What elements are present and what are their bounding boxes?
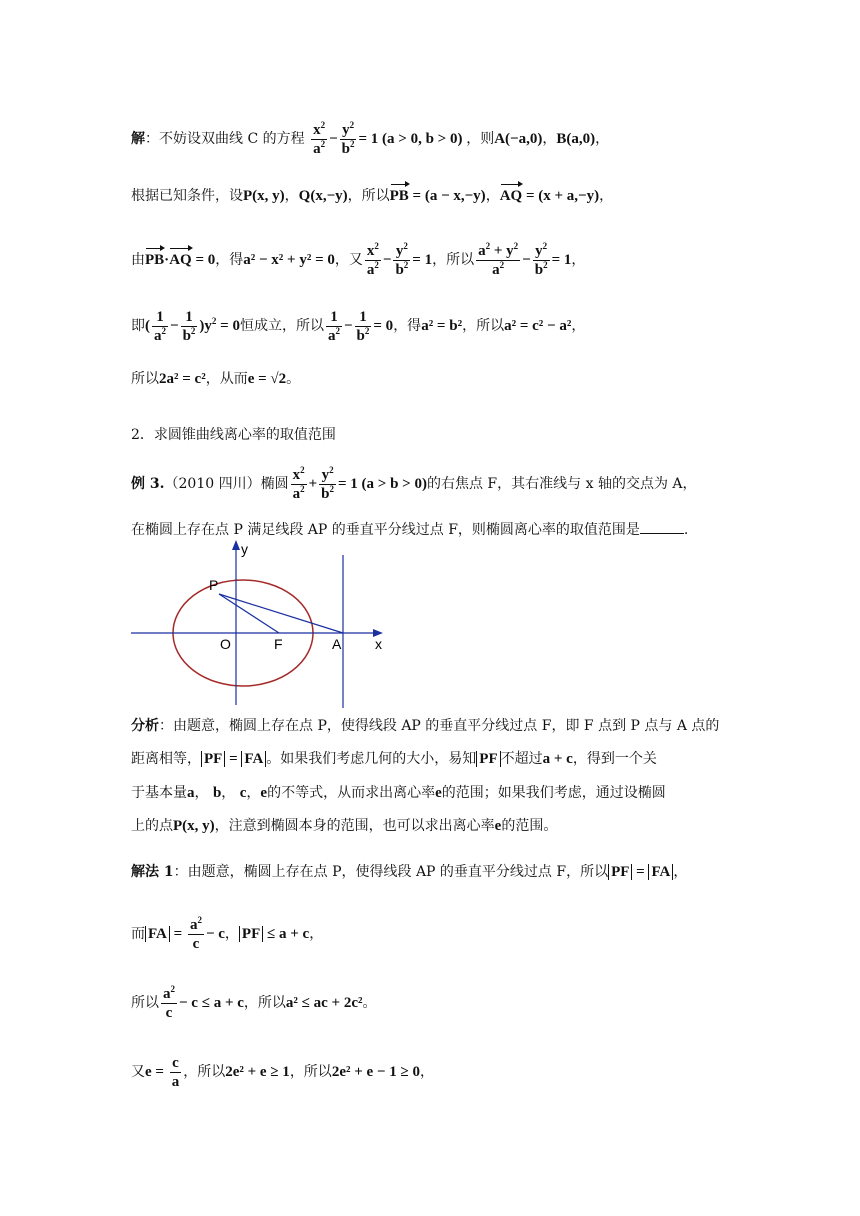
- label-a: A: [332, 636, 342, 652]
- example-3-line-2: 在椭圆上存在点 P 满足线段 AP 的垂直平分线过点 F，则椭圆离心率的取值范围是 .: [131, 522, 689, 538]
- hyperbola-equation: $\frac{x^2}{a^2}$ − $\frac{y^2}{b^2}$ = 1 (a > 0, b > 0): [313, 120, 463, 157]
- label-f: F: [274, 636, 283, 652]
- label-o: O: [220, 636, 231, 652]
- ellipse-figure: [131, 540, 391, 710]
- analysis-line-1: 分析：由题意，椭圆上存在点 P，使得线段 AP 的垂直平分线过点 F，即 F 点到 P 点与 A 点的: [131, 718, 720, 734]
- y-axis-arrow: [232, 540, 240, 550]
- solution-line-2: 根据已知条件，设P(x, y)，Q(x,−y)，所以PB = (a − x,−y)，AQ = (x + a,−y)，: [131, 188, 614, 204]
- label-p: P: [209, 577, 219, 593]
- segment-pf: [219, 594, 279, 633]
- solution-line-1: 解：不妨设双曲线 C 的方程 $\frac{x^2}{a^2}$ − $\frac{y^2}{b^2}$ = 1 (a > 0, b > 0) ，则A(−a,0)，B(a,0)，: [131, 120, 610, 157]
- solution-line-5: 所以2a² = c²，从而e = √2。: [131, 371, 301, 387]
- solution-line-3: 由PB·AQ = 0，得a² − x² + y² = 0，又 $\frac{x^2}{a^2}$ − $\frac{y^2}{b^2}$ = 1，所以 $\frac{a^2 + y^2}{a^2}$ − $\frac{y^2}{b^2}$ = 1，: [131, 241, 586, 278]
- solution-label: 解: [131, 130, 145, 147]
- answer-blank: [640, 533, 684, 534]
- solution-1-line-1: 解法 1：由题意，椭圆上存在点 P，使得线段 AP 的垂直平分线过点 F，所以 PF = FA ，: [131, 864, 688, 880]
- example-3-line-1: 例 3.（2010 四川）椭圆 $\frac{x^2}{a^2}$ + $\frac{y^2}{b^2}$ = 1 (a > b > 0)的右焦点 F，其右准线与 x 轴的交点为 A，: [131, 465, 697, 502]
- analysis-line-2: 距离相等， PF = FA 。如果我们考虑几何的大小，易知 PF 不超过a + c，得到一个关: [131, 751, 657, 767]
- solution-1-line-2: 而 FA = $\frac{a^2}{c}$ − c， PF ≤ a + c，: [131, 915, 324, 952]
- solution-1-line-3: 所以 $\frac{a^2}{c}$ − c ≤ a + c，所以a² ≤ ac + 2c²。: [131, 984, 377, 1021]
- label-x: x: [375, 636, 382, 652]
- analysis-line-3: 于基本量a， b， c，e的不等式，从而求出离心率e的范围；如果我们考虑，通过设椭圆: [131, 785, 666, 801]
- solution-line-4: 即( $\frac{1}{a^2}$ − $\frac{1}{b^2}$ )$y^2 = 0$恒成立，所以 $\frac{1}{a^2}$ − $\frac{1}{b^2}$ = 0，得a² = b²，所以a² = c² − a²，: [131, 309, 586, 344]
- section-title: 2．求圆锥曲线离心率的取值范围: [131, 427, 336, 443]
- label-y: y: [241, 541, 248, 557]
- segment-pa: [219, 594, 343, 633]
- solution-1-line-4: 又e = $\frac{c}{a}$ ，所以2e² + e ≥ 1，所以2e² + e − 1 ≥ 0，: [131, 1055, 434, 1090]
- analysis-line-4: 上的点P(x, y)，注意到椭圆本身的范围，也可以求出离心率e的范围。: [131, 818, 558, 834]
